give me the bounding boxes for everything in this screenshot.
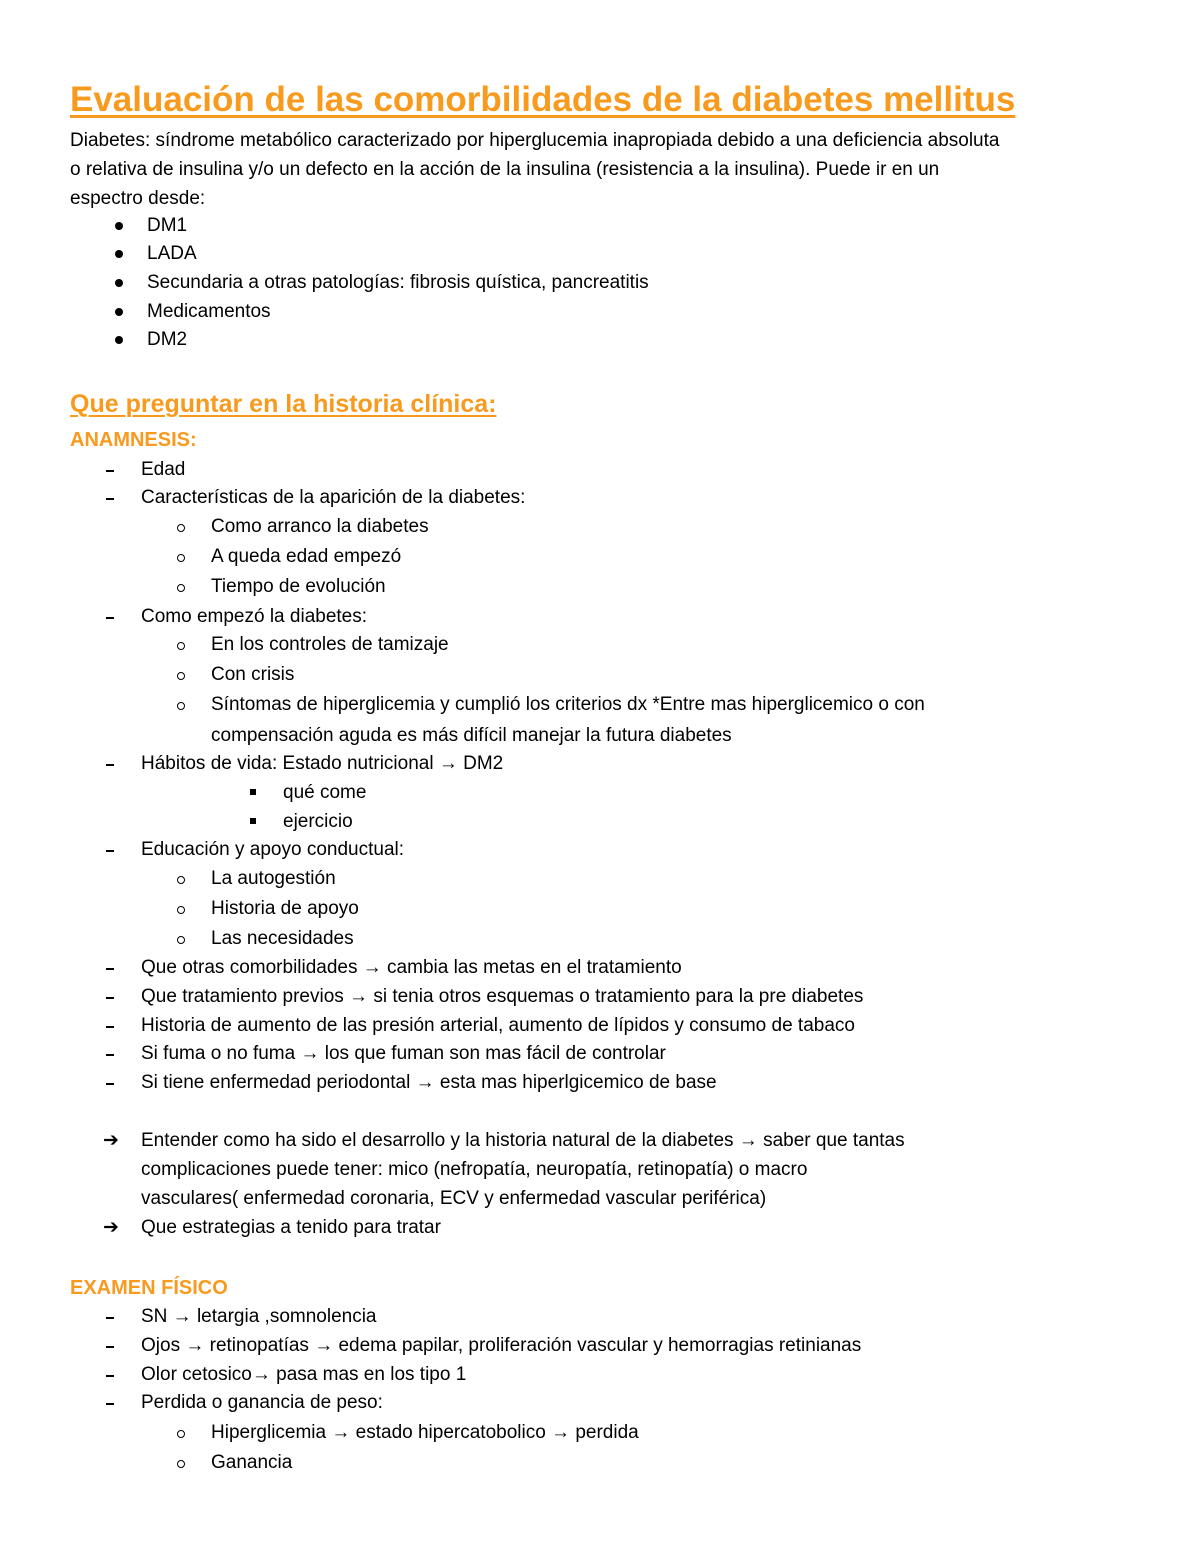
dash-bullet-icon bbox=[106, 498, 114, 500]
circle-bullet-icon bbox=[177, 876, 185, 884]
dash-bullet-icon bbox=[106, 1054, 114, 1056]
circle-bullet-icon bbox=[177, 702, 185, 710]
bullet-icon bbox=[115, 336, 123, 344]
circle-bullet-icon bbox=[177, 642, 185, 650]
circle-bullet-icon bbox=[177, 936, 185, 944]
dash-bullet-icon bbox=[106, 1083, 114, 1085]
dash-bullet-icon bbox=[106, 997, 114, 999]
dash-bullet-icon bbox=[106, 1317, 114, 1319]
bullet-icon bbox=[115, 308, 123, 316]
intro-line: espectro desde: bbox=[70, 188, 206, 209]
dash-bullet-icon bbox=[106, 470, 114, 472]
dash-bullet-icon bbox=[106, 1403, 114, 1405]
intro-paragraph bbox=[70, 126, 1140, 213]
dash-bullet-icon bbox=[106, 968, 114, 970]
circle-bullet-icon bbox=[177, 906, 185, 914]
circle-bullet-icon bbox=[177, 1430, 185, 1438]
dash-bullet-icon bbox=[106, 1026, 114, 1028]
exam-heading: EXAMEN FÍSICO bbox=[70, 1277, 228, 1299]
circle-bullet-icon bbox=[177, 1460, 185, 1468]
circle-bullet-icon bbox=[177, 672, 185, 680]
document-page: Evaluación de las comorbilidades de la diabetes mellitus Diabetes: síndrome metabólico caracterizado por hiperglucemia inapropiada debido a una deficiencia absoluta o relativa de insulina y/o un defecto en la acción de la insulina (resistencia a la insulina). Puede ir en un espectro desde: DM1 LADA Secundaria a otras patologías: fibrosis quística, pancreatitis Medicamentos DM2 Que preguntar en la historia clínica: ANAMNESIS: Edad Características de la aparición de la diabetes: Como arranco la diabetes A queda edad empezó Tiempo de evolución Como empezó la diabetes: En los controles de tamizaje Con crisis Síntomas de hiperglicemia y cumplió los criterios dx *Entre mas hiperglicemico o con compensación aguda es más difícil manejar la futura diabetes Hábitos de vida: Estado nutricional → DM2 qué come ejercicio Educación y apoyo conductual: La autogestión Historia de apoyo Las necesidades Que otras comorbilidades → cambia las metas en el tratamiento Que tratamiento previos → si tenia otros esquemas o tratamiento para la pre diabetes Historia de aumento de las presión arterial, aumento de lípidos y consumo de tabaco Si fuma o no fuma → los que fuman son mas fácil de controlar Si tiene enfermedad periodontal → esta mas hiperlgicemico de base ➔ Entender como ha sido el desarrollo y la historia natural de la diabetes → saber que tantas complicaciones puede tener: mico (nefropatía, neuropatía, retinopatía) o macro vasculares( enfermedad coronaria, ECV y enfermedad vascular periférica) ➔ Que estrategias a tenido para tratar EXAMEN FÍSICO SN → letargia ,somnolencia Ojos → retinopatías → edema papilar, proliferación vascular y hemorragias retinianas Olor cetosico→ pasa mas en los tipo 1 Perdida o ganancia de peso: Hiperglicemia → estado hipercatobolico → perdida Ganancia bbox=[0, 0, 1200, 1553]
square-bullet-icon bbox=[250, 789, 256, 795]
arrow-bullet-icon: ➔ bbox=[103, 1217, 119, 1238]
circle-bullet-icon bbox=[177, 524, 185, 532]
dash-bullet-icon bbox=[106, 1375, 114, 1377]
bullet-icon bbox=[115, 250, 123, 258]
document-title: Evaluación de las comorbilidades de la diabetes mellitus bbox=[70, 80, 1016, 119]
bullet-icon bbox=[115, 279, 123, 287]
square-bullet-icon bbox=[250, 818, 256, 824]
history-heading: Que preguntar en la historia clínica: bbox=[70, 390, 497, 418]
circle-bullet-icon bbox=[177, 584, 185, 592]
dash-bullet-icon bbox=[106, 1346, 114, 1348]
dash-bullet-icon bbox=[106, 764, 114, 766]
intro-line: Diabetes: síndrome metabólico caracterizado por hiperglucemia inapropiada debido a una deficiencia absoluta bbox=[70, 130, 1000, 151]
dash-bullet-icon bbox=[106, 617, 114, 619]
arrow-bullet-icon: ➔ bbox=[103, 1130, 119, 1151]
dash-bullet-icon bbox=[106, 850, 114, 852]
anamnesis-heading: ANAMNESIS: bbox=[70, 429, 197, 451]
circle-bullet-icon bbox=[177, 554, 185, 562]
intro-line: o relativa de insulina y/o un defecto en la acción de la insulina (resistencia a la insulina). Puede ir en un bbox=[70, 159, 940, 180]
bullet-icon bbox=[115, 222, 123, 230]
